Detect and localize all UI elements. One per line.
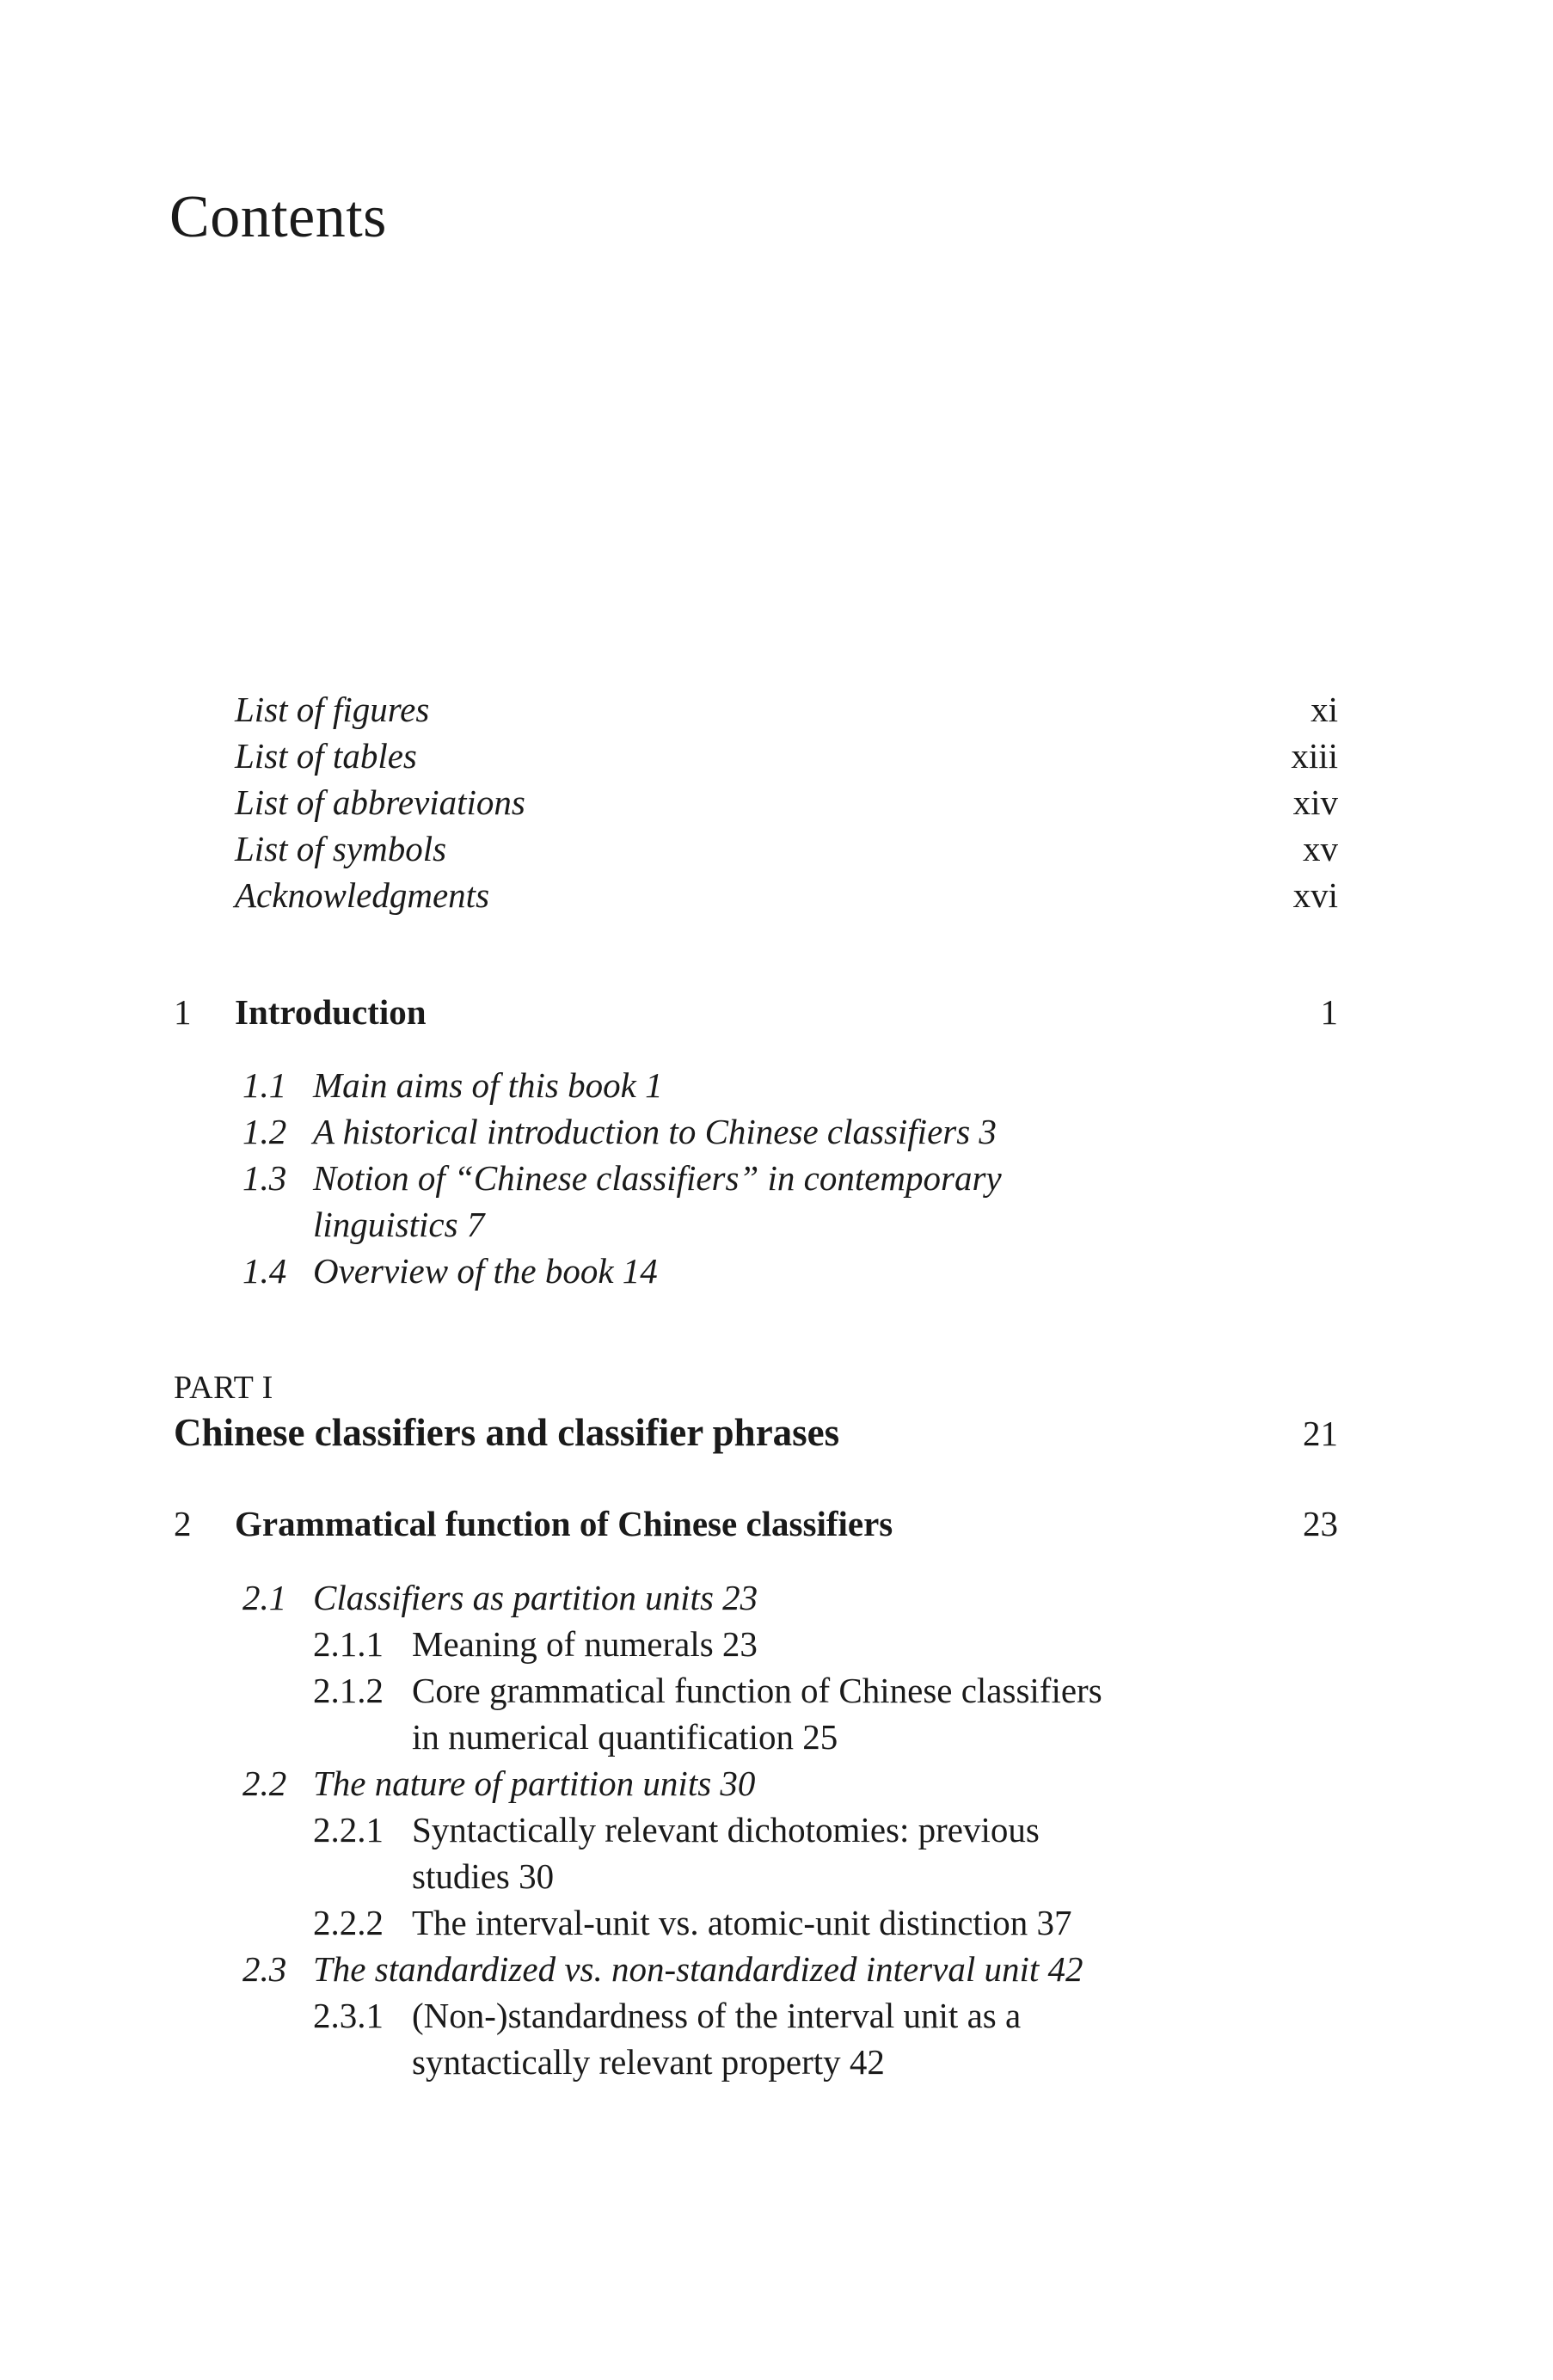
subsection-number: 2.2.2 bbox=[313, 1903, 384, 1942]
subsection-text-continued: in numerical quantification 25 bbox=[412, 1717, 838, 1757]
section-text: Overview of the book 14 bbox=[313, 1251, 658, 1291]
section-text: Notion of “Chinese classifiers” in contemporary bbox=[313, 1158, 1002, 1198]
subsection-text: Core grammatical function of Chinese classifiers bbox=[412, 1671, 1102, 1710]
chapter-title: Grammatical function of Chinese classifiers bbox=[235, 1504, 893, 1543]
section-number: 2.1 bbox=[242, 1578, 287, 1617]
part-label: PART I bbox=[174, 1370, 273, 1406]
subsection-text-continued: studies 30 bbox=[412, 1856, 555, 1896]
chapter-number: 1 bbox=[174, 992, 192, 1032]
front-matter-page: xiii bbox=[1291, 736, 1338, 776]
section-number: 1.2 bbox=[242, 1112, 287, 1151]
chapter-title: Introduction bbox=[235, 992, 427, 1032]
part-title: Chinese classifiers and classifier phrases bbox=[174, 1411, 840, 1454]
chapter-page: 1 bbox=[1320, 992, 1338, 1032]
section-text: Main aims of this book 1 bbox=[313, 1065, 663, 1105]
subsection-text: Syntactically relevant dichotomies: previous bbox=[412, 1810, 1040, 1849]
section-number: 2.2 bbox=[242, 1764, 287, 1803]
front-matter-title: List of abbreviations bbox=[235, 782, 525, 822]
subsection-number: 2.2.1 bbox=[313, 1810, 384, 1849]
chapter-number: 2 bbox=[174, 1504, 192, 1543]
section-text: The nature of partition units 30 bbox=[313, 1764, 756, 1803]
subsection-number: 2.1.1 bbox=[313, 1624, 384, 1664]
subsection-text: The interval-unit vs. atomic-unit distinction 37 bbox=[412, 1903, 1072, 1942]
chapter-page: 23 bbox=[1303, 1504, 1338, 1543]
subsection-number: 2.3.1 bbox=[313, 1996, 384, 2035]
front-matter-page: xv bbox=[1303, 829, 1338, 868]
subsection-text-continued: syntactically relevant property 42 bbox=[412, 2042, 885, 2082]
front-matter-title: List of symbols bbox=[235, 829, 447, 868]
section-text: A historical introduction to Chinese classifiers 3 bbox=[313, 1112, 997, 1151]
section-number: 2.3 bbox=[242, 1949, 287, 1989]
front-matter-page: xvi bbox=[1292, 875, 1338, 915]
subsection-text: (Non-)standardness of the interval unit as a bbox=[412, 1996, 1022, 2035]
front-matter-title: List of figures bbox=[235, 690, 430, 729]
subsection-text: Meaning of numerals 23 bbox=[412, 1624, 758, 1664]
front-matter-page: xiv bbox=[1292, 782, 1338, 822]
front-matter-title: Acknowledgments bbox=[235, 875, 490, 915]
section-number: 1.3 bbox=[242, 1158, 287, 1198]
front-matter-page: xi bbox=[1311, 690, 1338, 729]
part-page: 21 bbox=[1303, 1414, 1338, 1453]
section-number: 1.1 bbox=[242, 1065, 287, 1105]
subsection-number: 2.1.2 bbox=[313, 1671, 384, 1710]
section-text: Classifiers as partition units 23 bbox=[313, 1578, 758, 1617]
front-matter-title: List of tables bbox=[235, 736, 417, 776]
section-number: 1.4 bbox=[242, 1251, 287, 1291]
section-text: The standardized vs. non-standardized interval unit 42 bbox=[313, 1949, 1083, 1989]
section-text-continued: linguistics 7 bbox=[313, 1205, 485, 1244]
page-title: Contents bbox=[169, 184, 387, 250]
